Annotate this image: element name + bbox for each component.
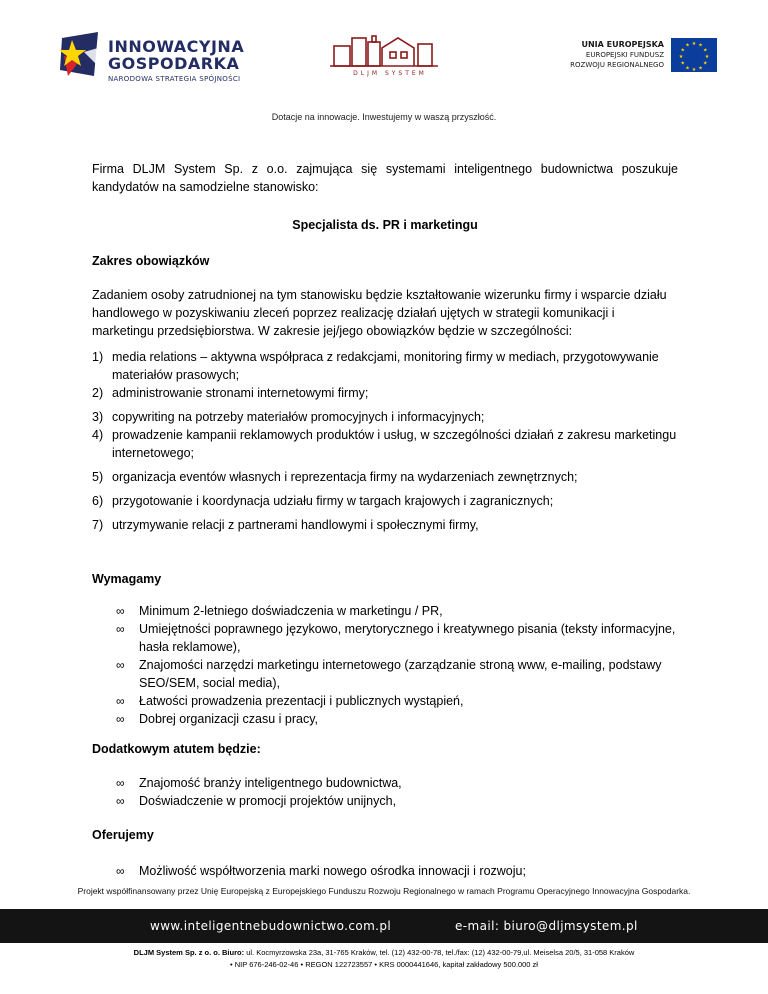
header-tagline: Dotacje na innowacje. Inwestujemy w waszą przyszłość. <box>271 112 497 122</box>
svg-text:★: ★ <box>680 47 685 54</box>
duty-item <box>92 348 678 384</box>
footer-email-link[interactable]: e-mail: biuro@dljmsystem.pl <box>455 919 638 933</box>
job-title: Specjalista ds. PR i marketingu <box>292 218 478 232</box>
requirements-item <box>116 710 678 728</box>
requirements-item-text: Łatwości prowadzenia prezentacji i publicznych wystąpień, <box>139 694 464 708</box>
bonus-item <box>116 792 678 810</box>
infinity-bullet-icon: ∞ <box>116 694 125 708</box>
duty-item <box>92 426 678 462</box>
dljm-buildings-icon <box>326 34 454 68</box>
bonus-item-text: Znajomość branży inteligentnego budownictwa, <box>139 776 402 790</box>
duty-text: prowadzenie kampanii reklamowych produktów i usług, w szczególności działań z zakresu marketingu internetowego; <box>112 428 677 460</box>
requirements-heading: Wymagamy <box>92 572 162 586</box>
infinity-bullet-icon: ∞ <box>116 712 125 726</box>
duty-number: 4) <box>92 428 104 442</box>
duties-paragraph: Zadaniem osoby zatrudnionej na tym stanowisku będzie kształtowanie wizerunku firmy i wsparcie działu handlowego w pozyskiwaniu zleceń poprzez realizację działań ujętych w strategii komunikacji i marketingu przedsiębiorstwa. W zakresie jej/jego obowiązków będzie w szczególności: <box>92 288 667 338</box>
eu-flag-icon <box>671 38 717 72</box>
innowacyjna-gospodarka-logo <box>58 28 258 88</box>
svg-text:★: ★ <box>703 47 708 54</box>
offer-heading: Oferujemy <box>92 828 154 842</box>
infinity-bullet-icon: ∞ <box>116 794 125 808</box>
duty-number: 3) <box>92 410 104 424</box>
eu-logo-line1: UNIA EUROPEJSKA <box>581 40 664 49</box>
requirements-item <box>116 602 678 620</box>
eu-logo-line2: EUROPEJSKI FUNDUSZ <box>585 51 664 59</box>
dljm-logo-caption: DLJM SYSTEM <box>353 70 427 77</box>
bonus-item-text: Doświadczenie w promocji projektów unijnych, <box>139 794 397 808</box>
requirements-item-text: Minimum 2-letniego doświadczenia w marketingu / PR, <box>139 604 443 618</box>
intro-paragraph: Firma DLJM System Sp. z o.o. zajmująca się systemami inteligentnego budownictwa poszukuje kandydatów na samodzielne stanowisko: <box>92 162 678 194</box>
offer-item-text: Możliwość współtworzenia marki nowego ośrodka innowacji i rozwoju; <box>139 864 526 878</box>
svg-text:★: ★ <box>685 42 690 49</box>
footer-address <box>0 947 768 971</box>
duty-text: copywriting na potrzeby materiałów promocyjnych i informacyjnych; <box>112 410 485 424</box>
duty-number: 2) <box>92 386 104 400</box>
footer-address-line2: • NIP 676-246-02-46 • REGON 122723557 • KRS 0000441646, kapitał zakładowy 500.000 zł <box>230 960 538 969</box>
duty-item <box>92 384 678 402</box>
duty-text: przygotowanie i koordynacja udziału firmy w targach krajowych i zagranicznych; <box>112 494 554 508</box>
footer-address-line1: ul. Kocmyrzowska 23a, 31-765 Kraków, tel. (12) 432-00-78, tel./fax: (12) 432-00-79,ul. Meiselsa 20/5, 31-058 Kraków <box>244 948 635 957</box>
footer-company-name: DLJM System Sp. z o. o. Biuro: <box>133 948 245 957</box>
svg-text:★: ★ <box>704 54 710 60</box>
ig-star-mark-icon <box>58 30 102 80</box>
duty-number: 6) <box>92 494 104 508</box>
duties-list <box>92 348 678 534</box>
infinity-bullet-icon: ∞ <box>116 776 125 790</box>
requirements-list <box>116 602 678 728</box>
svg-text:★: ★ <box>691 41 697 47</box>
duty-text: media relations – aktywna współpraca z redakcjami, monitoring firmy w mediach, przygotowywanie materiałów prasowych; <box>112 350 659 382</box>
duty-item <box>92 492 678 510</box>
svg-text:★: ★ <box>680 60 685 67</box>
infinity-bullet-icon: ∞ <box>116 622 125 636</box>
ig-logo-line2: GOSPODARKA <box>108 54 240 73</box>
ig-logo-line1: INNOWACYJNA <box>108 37 245 56</box>
infinity-bullet-icon: ∞ <box>116 604 125 618</box>
offer-list <box>116 862 678 880</box>
duty-number: 1) <box>92 350 104 364</box>
dljm-system-logo <box>326 34 454 82</box>
duty-item <box>92 516 678 534</box>
eu-logo-line3: ROZWOJU REGIONALNEGO <box>570 61 664 69</box>
eu-logo <box>540 38 720 78</box>
requirements-item-text: Umiejętności poprawnego językowo, merytorycznego i kreatywnego pisania (teksty informacyjne, hasła reklamowe), <box>139 622 676 654</box>
offer-item <box>116 862 678 880</box>
bonus-list <box>116 774 678 810</box>
duty-item <box>92 408 678 426</box>
requirements-item-text: Dobrej organizacji czasu i pracy, <box>139 712 319 726</box>
page-header <box>0 0 768 122</box>
infinity-bullet-icon: ∞ <box>116 658 125 672</box>
svg-text:★: ★ <box>678 54 684 60</box>
svg-text:★: ★ <box>703 60 708 67</box>
svg-text:★: ★ <box>691 67 697 72</box>
svg-text:★: ★ <box>698 65 703 72</box>
ig-logo-line3: NARODOWA STRATEGIA SPÓJNOŚCI <box>108 75 241 83</box>
cofinancing-note: Projekt współfinansowany przez Unię Europejską z Europejskiego Funduszu Rozwoju Regionalnego w ramach Programu Operacyjnego Innowacyjna Gospodarka. <box>77 886 691 896</box>
duty-text: administrowanie stronami internetowymi firmy; <box>112 386 369 400</box>
svg-text:★: ★ <box>698 42 703 49</box>
footer-website-link[interactable]: www.inteligentnebudownictwo.com.pl <box>150 919 392 933</box>
duty-item <box>92 468 678 486</box>
duty-number: 7) <box>92 518 104 532</box>
duties-heading: Zakres obowiązków <box>92 254 210 268</box>
bonus-item <box>116 774 678 792</box>
infinity-bullet-icon: ∞ <box>116 864 125 878</box>
footer-bar <box>0 909 768 943</box>
requirements-item <box>116 692 678 710</box>
duty-text: organizacja eventów własnych i reprezentacja firmy na wydarzeniach zewnętrznych; <box>112 470 578 484</box>
bonus-heading: Dodatkowym atutem będzie: <box>92 742 261 756</box>
duty-text: utrzymywanie relacji z partnerami handlowymi i społecznymi firmy, <box>112 518 479 532</box>
requirements-item-text: Znajomości narzędzi marketingu internetowego (zarządzanie stroną www, e-mailing, podstawy SEO/SEM, social media), <box>139 658 662 690</box>
job-offer-content <box>92 160 678 880</box>
requirements-item <box>116 620 678 656</box>
duty-number: 5) <box>92 470 104 484</box>
svg-text:★: ★ <box>685 65 690 72</box>
requirements-item <box>116 656 678 692</box>
